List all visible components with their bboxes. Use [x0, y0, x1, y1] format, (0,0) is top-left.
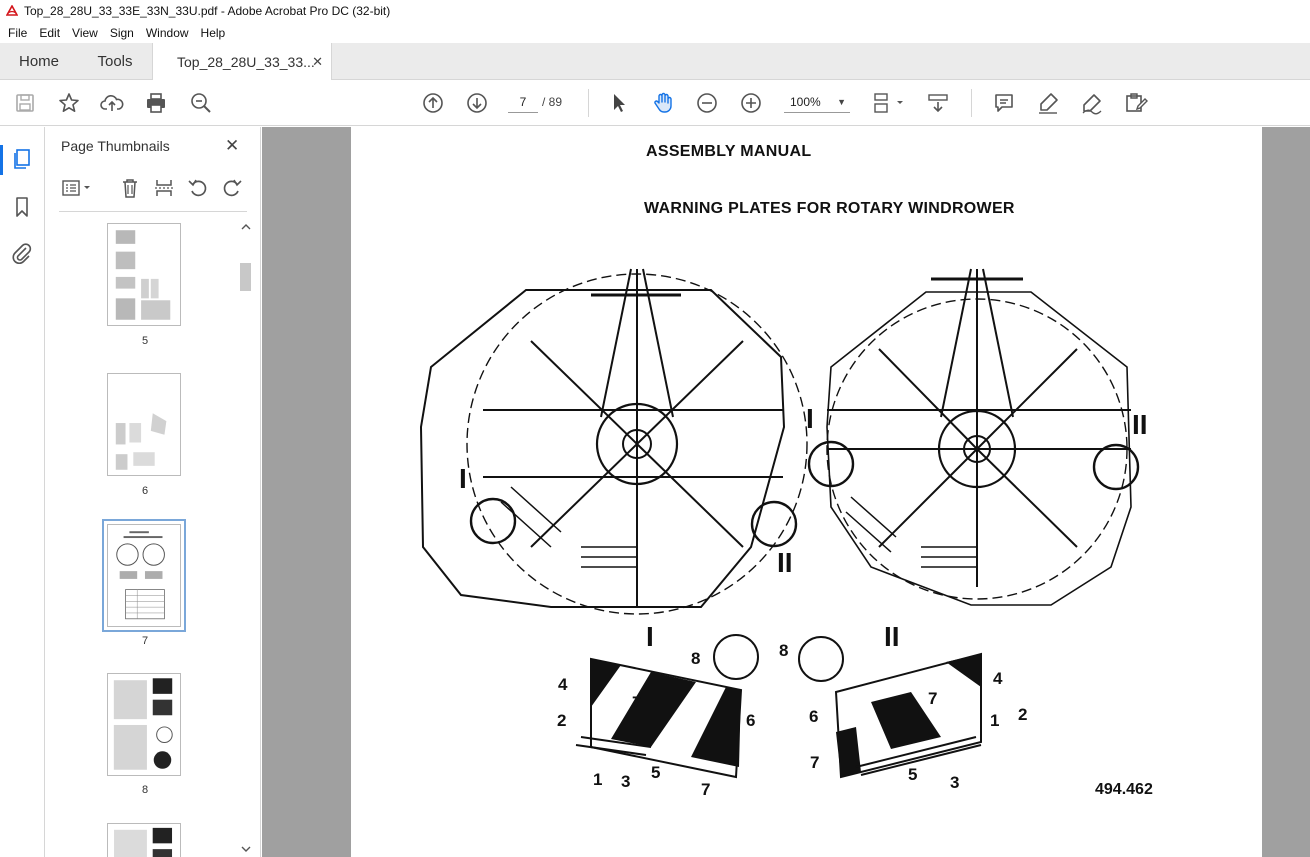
save-icon[interactable]	[13, 91, 37, 115]
rotate-counterclockwise-icon[interactable]	[187, 177, 209, 199]
figure-number: 494.462	[1095, 781, 1153, 798]
rail-active-indicator	[0, 145, 3, 175]
callout-right-6: 6	[809, 707, 819, 726]
roman-numeral-left-2: I	[806, 403, 814, 434]
page-up-icon[interactable]	[421, 91, 445, 115]
chevron-down-icon: ▼	[837, 97, 846, 107]
document-heading: ASSEMBLY MANUAL	[646, 143, 812, 160]
document-subheading: WARNING PLATES FOR ROTARY WINDROWER	[644, 200, 1015, 217]
hand-icon[interactable]	[651, 91, 675, 115]
callout-left-8: 8	[691, 649, 701, 668]
thumbnail-label-6: 6	[141, 485, 149, 497]
thumbnail-label-8: 8	[141, 784, 149, 796]
comment-icon[interactable]	[992, 91, 1016, 115]
scroll-mode-icon[interactable]	[926, 91, 950, 115]
tab-bar	[0, 43, 1310, 80]
highlight-icon[interactable]	[1036, 91, 1060, 115]
menu-sign[interactable]: Sign	[109, 25, 134, 40]
thumbnail-page-9[interactable]	[107, 823, 181, 857]
callout-right-8: 8	[779, 641, 789, 660]
rotate-clockwise-icon[interactable]	[221, 177, 243, 199]
select-arrow-icon[interactable]	[607, 91, 631, 115]
scrollbar-thumb[interactable]	[240, 263, 251, 291]
thumbnail-tools	[59, 175, 249, 205]
callout-right-2: 2	[1018, 705, 1028, 724]
main-toolbar	[0, 80, 1310, 126]
close-panel-icon[interactable]: ✕	[225, 136, 240, 155]
callout-right-1: 1	[990, 711, 1000, 730]
callout-right-4: 4	[993, 669, 1003, 688]
extract-page-icon[interactable]	[153, 177, 175, 199]
roman-numeral-left: I	[459, 463, 467, 494]
panel-divider	[59, 211, 247, 212]
plate-label-left: I	[646, 621, 654, 652]
delete-page-icon[interactable]	[119, 177, 141, 199]
page-thumbnails-icon[interactable]	[10, 147, 34, 171]
navigation-rail	[0, 127, 45, 857]
tab-tools[interactable]: Tools	[97, 53, 133, 70]
toolbar-divider	[588, 89, 589, 117]
callout-left-1: 1	[593, 770, 603, 789]
menu-edit[interactable]: Edit	[39, 25, 61, 40]
sign-icon[interactable]	[1080, 91, 1104, 115]
page-down-icon[interactable]	[465, 91, 489, 115]
zoom-level-value: 100%	[790, 95, 821, 109]
close-tab-icon[interactable]: ✕	[312, 54, 323, 69]
upload-icon[interactable]	[100, 91, 124, 115]
callout-left-7a: 7	[632, 693, 642, 712]
callout-left-5: 5	[651, 763, 661, 782]
thumbnail-label-5: 5	[141, 335, 149, 347]
plate-label-right: II	[884, 621, 900, 652]
tab-home[interactable]: Home	[18, 53, 59, 70]
callout-left-2: 2	[557, 711, 567, 730]
callout-left-6: 6	[746, 711, 756, 730]
tab-document[interactable]	[152, 43, 332, 80]
callout-right-3: 3	[950, 773, 960, 792]
menu-bar	[0, 22, 1310, 43]
toolbar-divider	[971, 89, 972, 117]
zoom-level-select[interactable]	[784, 91, 850, 113]
total-pages: / 89	[542, 95, 563, 109]
callout-right-7a: 7	[928, 689, 938, 708]
print-icon[interactable]	[144, 91, 168, 115]
star-icon[interactable]	[57, 91, 81, 115]
thumbnail-page-5[interactable]	[107, 223, 181, 326]
thumbnail-page-7[interactable]	[107, 524, 181, 627]
callout-left-4: 4	[558, 675, 568, 694]
bookmark-icon[interactable]	[10, 195, 34, 219]
page-fit-icon[interactable]	[872, 91, 906, 115]
tab-document-label: Top_28_28U_33_33...	[177, 53, 315, 70]
zoom-out-icon[interactable]	[695, 91, 719, 115]
document-view[interactable]	[262, 127, 1310, 857]
acrobat-app-icon	[6, 5, 18, 17]
windrower-technical-drawing	[351, 127, 1262, 857]
thumbnail-label-7: 7	[141, 635, 149, 647]
fill-sign-icon[interactable]	[1124, 91, 1148, 115]
thumbnail-page-8[interactable]	[107, 673, 181, 776]
thumbnail-options-icon[interactable]	[61, 177, 95, 199]
thumbnail-page-6[interactable]	[107, 373, 181, 476]
menu-file[interactable]: File	[8, 25, 28, 40]
menu-view[interactable]: View	[72, 25, 98, 40]
callout-left-3: 3	[621, 772, 631, 791]
roman-numeral-right: II	[777, 547, 793, 578]
menu-help[interactable]: Help	[200, 25, 226, 40]
pdf-page	[351, 127, 1262, 857]
zoom-in-icon[interactable]	[739, 91, 763, 115]
callout-left-7b: 7	[701, 780, 711, 799]
menu-window[interactable]: Window	[145, 25, 189, 40]
roman-numeral-right-2: II	[1132, 409, 1148, 440]
callout-right-5: 5	[908, 765, 918, 784]
callout-right-7b: 7	[810, 753, 820, 772]
thumbnails-panel	[45, 127, 261, 857]
search-zoom-icon[interactable]	[189, 91, 213, 115]
window-title: Top_28_28U_33_33E_33N_33U.pdf - Adobe Acrobat Pro DC (32-bit)	[24, 4, 391, 18]
panel-title: Page Thumbnails	[61, 138, 170, 154]
current-page-input[interactable]: 7	[508, 91, 538, 113]
attachment-icon[interactable]	[10, 241, 34, 265]
thumbnail-list	[45, 217, 245, 857]
title-bar	[0, 0, 1310, 22]
thumbnail-scrollbar[interactable]	[239, 221, 253, 857]
